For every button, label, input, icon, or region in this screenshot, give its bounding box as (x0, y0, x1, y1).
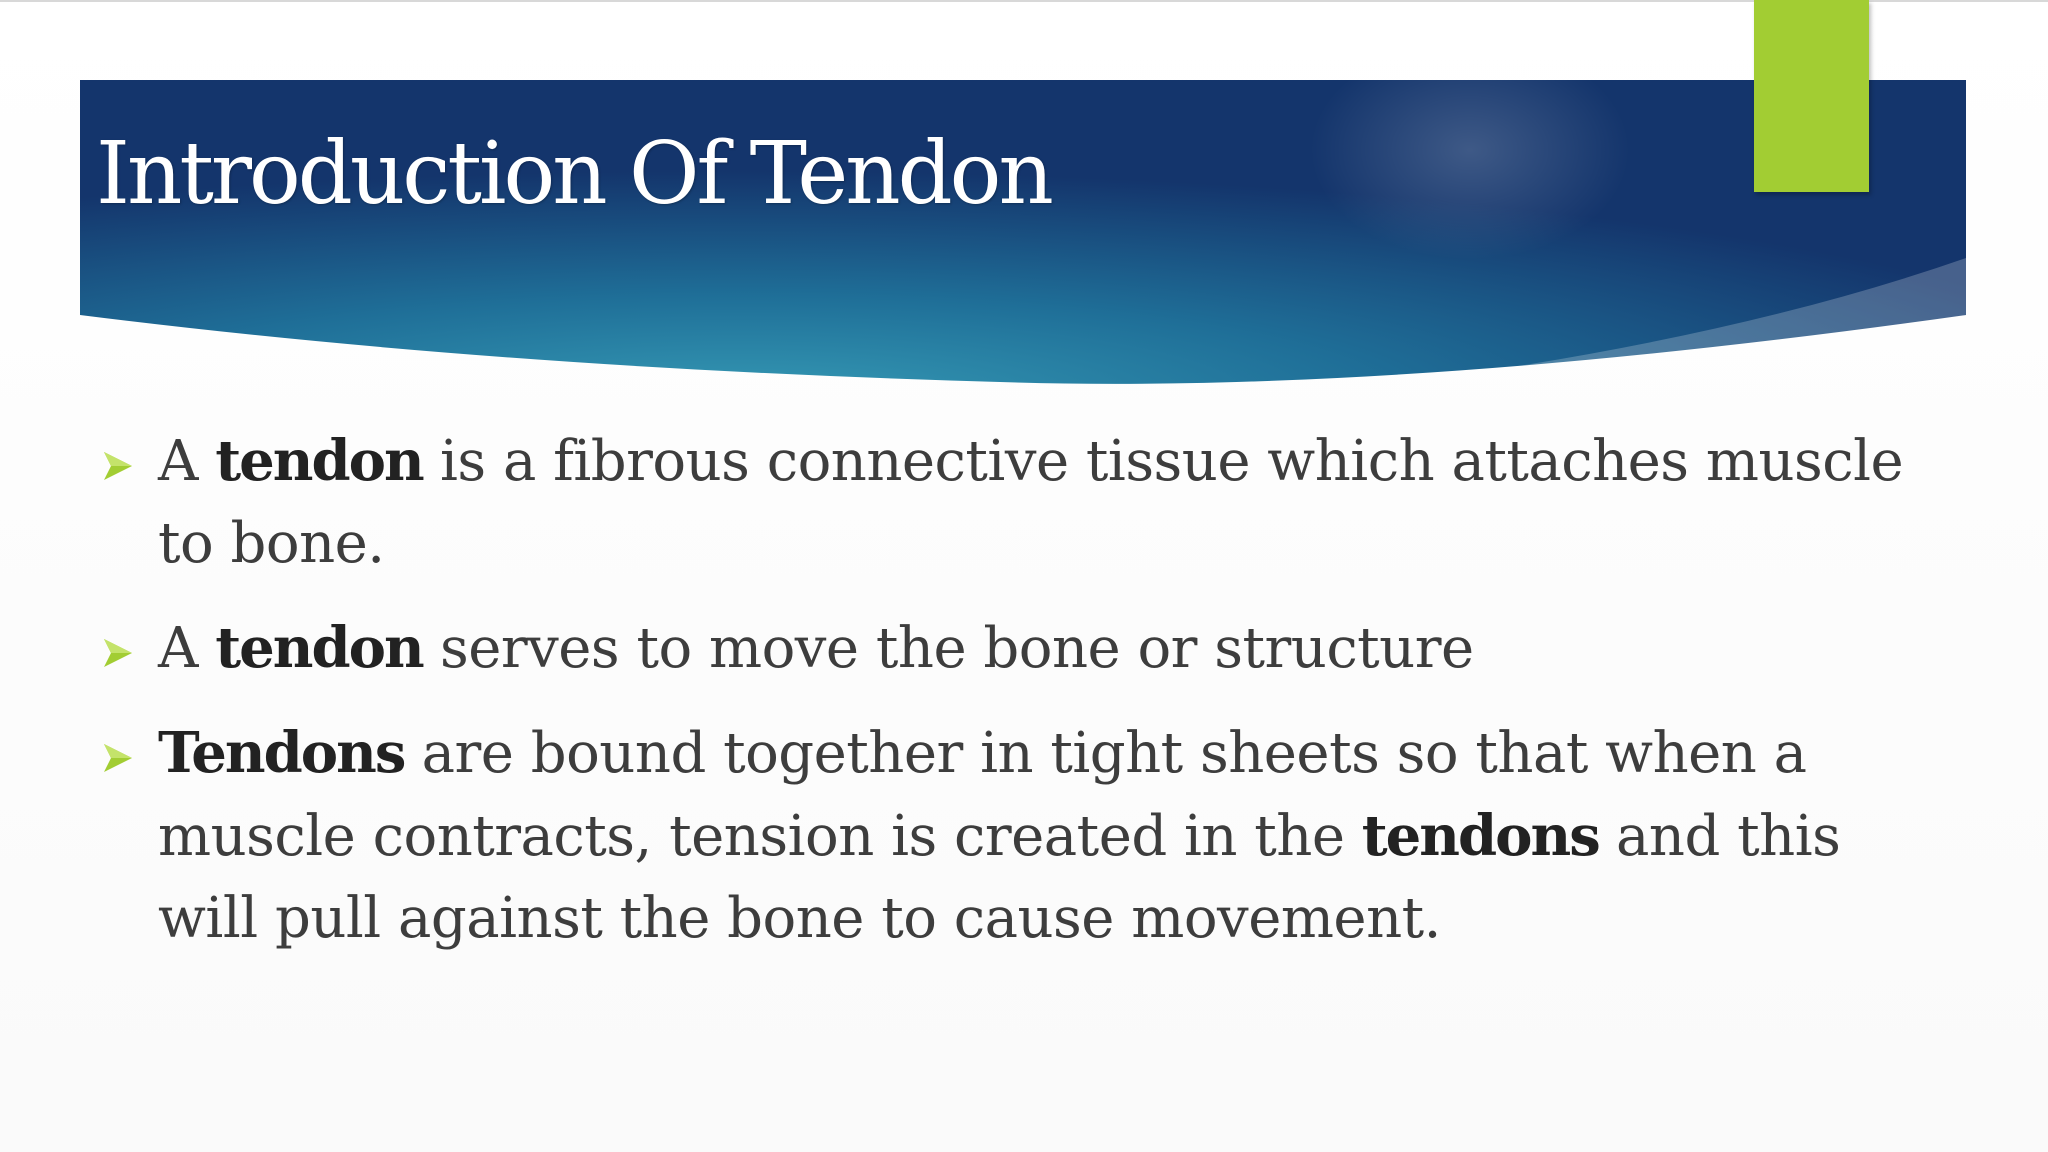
bullet-item (100, 420, 1920, 585)
arrow-bullet-icon (100, 448, 136, 484)
bullet-emphasis: tendons (1361, 803, 1599, 869)
bullet-emphasis: tendon (215, 615, 423, 681)
accent-tab (1754, 0, 1869, 192)
bullet-text: serves to move the bone or structure (422, 616, 1474, 681)
bullet-text: A (158, 429, 216, 494)
banner-glow (1310, 40, 1630, 260)
bullet-text: are bound together in tight sheets so that when a muscle contracts, tension is created in the (158, 721, 1807, 869)
bullet-text: A (158, 616, 216, 681)
arrow-bullet-icon (100, 635, 136, 671)
bullet-list (100, 420, 1920, 982)
slide-title: Introduction Of Tendon (96, 124, 1051, 224)
bullet-text: is a fibrous connective tissue which attaches muscle to bone. (158, 429, 1904, 576)
bullet-text: and this will pull against the bone to cause movement. (158, 804, 1841, 951)
bullet-emphasis: Tendons (158, 720, 405, 786)
bullet-item (100, 712, 1920, 960)
arrow-bullet-icon (100, 740, 136, 776)
bullet-item (100, 607, 1920, 690)
bullet-emphasis: tendon (215, 428, 423, 494)
